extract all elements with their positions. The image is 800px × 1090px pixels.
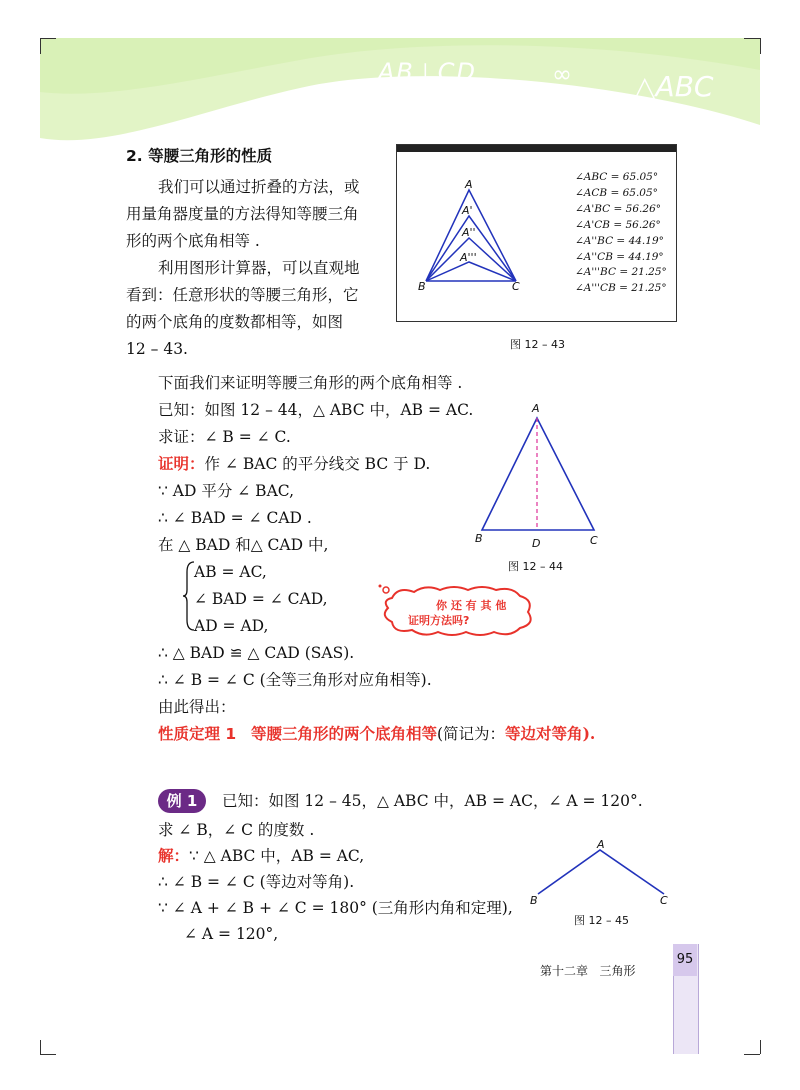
proof-line: ∵ AD 平分 ∠ BAC, bbox=[158, 482, 294, 500]
header-deco-left: AB⊥CD bbox=[378, 58, 478, 86]
crop-mark bbox=[40, 1054, 56, 1055]
para1-line: 用量角器度量的方法得知等腰三角 bbox=[126, 205, 359, 223]
fig43-label-a3: A''' bbox=[460, 251, 477, 264]
proof-label: 证明： bbox=[158, 455, 205, 473]
theorem-note-open: (简记为： bbox=[436, 725, 506, 743]
crop-mark bbox=[744, 1054, 760, 1055]
measure-row: ∠ABC = 65.05° bbox=[575, 171, 659, 183]
proof-line: 在 △ BAD 和△ CAD 中, bbox=[158, 536, 329, 554]
solution-line: ∴ ∠ B = ∠ C (等边对等角). bbox=[158, 873, 355, 891]
para2-line: 12 – 43. bbox=[126, 340, 188, 358]
proof-conclusion: ∴ ∠ B = ∠ C (全等三角形对应角相等). bbox=[158, 671, 432, 689]
system-line: AB = AC, bbox=[194, 563, 267, 581]
crop-mark bbox=[744, 38, 760, 39]
solution-line: ∵ ∠ A + ∠ B + ∠ C = 180° (三角形内角和定理), bbox=[158, 899, 513, 917]
cloud-line: 证明方法吗? bbox=[408, 614, 470, 627]
example-given: 已知：如图 12 – 45，△ ABC 中，AB = AC，∠ A = 120°. bbox=[222, 792, 643, 810]
measure-row: ∠ACB = 65.05° bbox=[575, 186, 658, 199]
fig45-label-b: B bbox=[530, 894, 538, 907]
proof-given: 已知：如图 12 – 44，△ ABC 中，AB = AC. bbox=[158, 401, 474, 419]
fig43-caption: 图 12 – 43 bbox=[510, 338, 565, 351]
cloud-line: 你 还 有 其 他 bbox=[436, 599, 507, 612]
theorem-label: 性质定理 1 bbox=[158, 725, 237, 743]
fig44-caption: 图 12 – 44 bbox=[508, 560, 563, 573]
crop-mark bbox=[40, 1040, 41, 1054]
crop-mark bbox=[40, 38, 41, 54]
para1-line: 我们可以通过折叠的方法，或 bbox=[158, 178, 360, 196]
section-title: 2. 等腰三角形的性质 bbox=[126, 147, 273, 165]
theorem-note-close: ). bbox=[582, 724, 596, 743]
chapter-footer: 第十二章 三角形 bbox=[540, 964, 636, 978]
fig45-label-a: A bbox=[597, 838, 605, 851]
para2-line: 利用图形计算器，可以直观地 bbox=[158, 259, 360, 277]
figure-12-44 bbox=[470, 410, 610, 535]
measure-row: ∠A'''BC = 21.25° bbox=[575, 266, 667, 279]
header-deco-mid: ∞ bbox=[552, 60, 572, 88]
theorem-short: 等边对等角 bbox=[505, 725, 583, 743]
proof-prove: 求证：∠ B = ∠ C. bbox=[158, 428, 291, 446]
crop-mark bbox=[760, 1040, 761, 1054]
fig43-label-a1: A' bbox=[462, 204, 473, 217]
fig45-label-c: C bbox=[660, 894, 668, 907]
proof-step bbox=[158, 451, 430, 477]
fig43-label-b: B bbox=[418, 280, 426, 293]
example-badge: 例 1 bbox=[158, 789, 206, 813]
fig44-label-a: A bbox=[532, 402, 540, 415]
fig43-label-a2: A'' bbox=[462, 226, 476, 239]
example-ask: 求 ∠ B，∠ C 的度数 . bbox=[158, 821, 315, 839]
proof-text: 作 ∠ BAC 的平分线交 BC 于 D. bbox=[204, 455, 431, 473]
solution-line: ∠ A = 120°, bbox=[184, 925, 279, 943]
solution-line bbox=[158, 843, 364, 869]
measure-row: ∠A''CB = 44.19° bbox=[575, 250, 664, 263]
page-number: 95 bbox=[673, 944, 697, 976]
measure-row: ∠A'''CB = 21.25° bbox=[575, 282, 667, 295]
measure-row: ∠A''BC = 44.19° bbox=[575, 234, 664, 247]
para2-line: 看到：任意形状的等腰三角形，它 bbox=[126, 286, 359, 304]
fig44-label-c: C bbox=[590, 534, 598, 547]
crop-mark bbox=[760, 38, 761, 54]
proof-intro: 下面我们来证明等腰三角形的两个底角相等 . bbox=[158, 374, 463, 392]
para1-line: 形的两个底角相等 . bbox=[126, 232, 260, 250]
solution-label: 解： bbox=[158, 847, 190, 865]
para2-line: 的两个底角的度数都相等，如图 bbox=[126, 313, 344, 331]
proof-thus: 由此得出： bbox=[158, 698, 236, 716]
fig43-label-c: C bbox=[512, 280, 520, 293]
fig43-label-a: A bbox=[465, 178, 473, 191]
system-line: ∠ BAD = ∠ CAD, bbox=[194, 590, 328, 608]
theorem-body: 等腰三角形的两个底角相等 bbox=[250, 725, 437, 743]
theorem bbox=[158, 721, 595, 747]
system-line: AD = AD, bbox=[194, 617, 269, 635]
proof-line: ∴ ∠ BAD = ∠ CAD . bbox=[158, 509, 312, 527]
fig45-caption: 图 12 – 45 bbox=[574, 914, 629, 927]
header-deco-right: △ABC bbox=[634, 70, 714, 103]
crop-mark bbox=[40, 38, 56, 39]
fig44-label-d: D bbox=[532, 537, 541, 550]
fig44-label-b: B bbox=[475, 532, 483, 545]
proof-conclusion: ∴ △ BAD ≌ △ CAD (SAS). bbox=[158, 644, 355, 662]
measure-row: ∠A'CB = 56.26° bbox=[575, 218, 661, 231]
solution-text: ∵ △ ABC 中，AB = AC, bbox=[189, 847, 365, 865]
measure-row: ∠A'BC = 56.26° bbox=[575, 202, 661, 215]
fig43-measurements bbox=[575, 170, 667, 297]
